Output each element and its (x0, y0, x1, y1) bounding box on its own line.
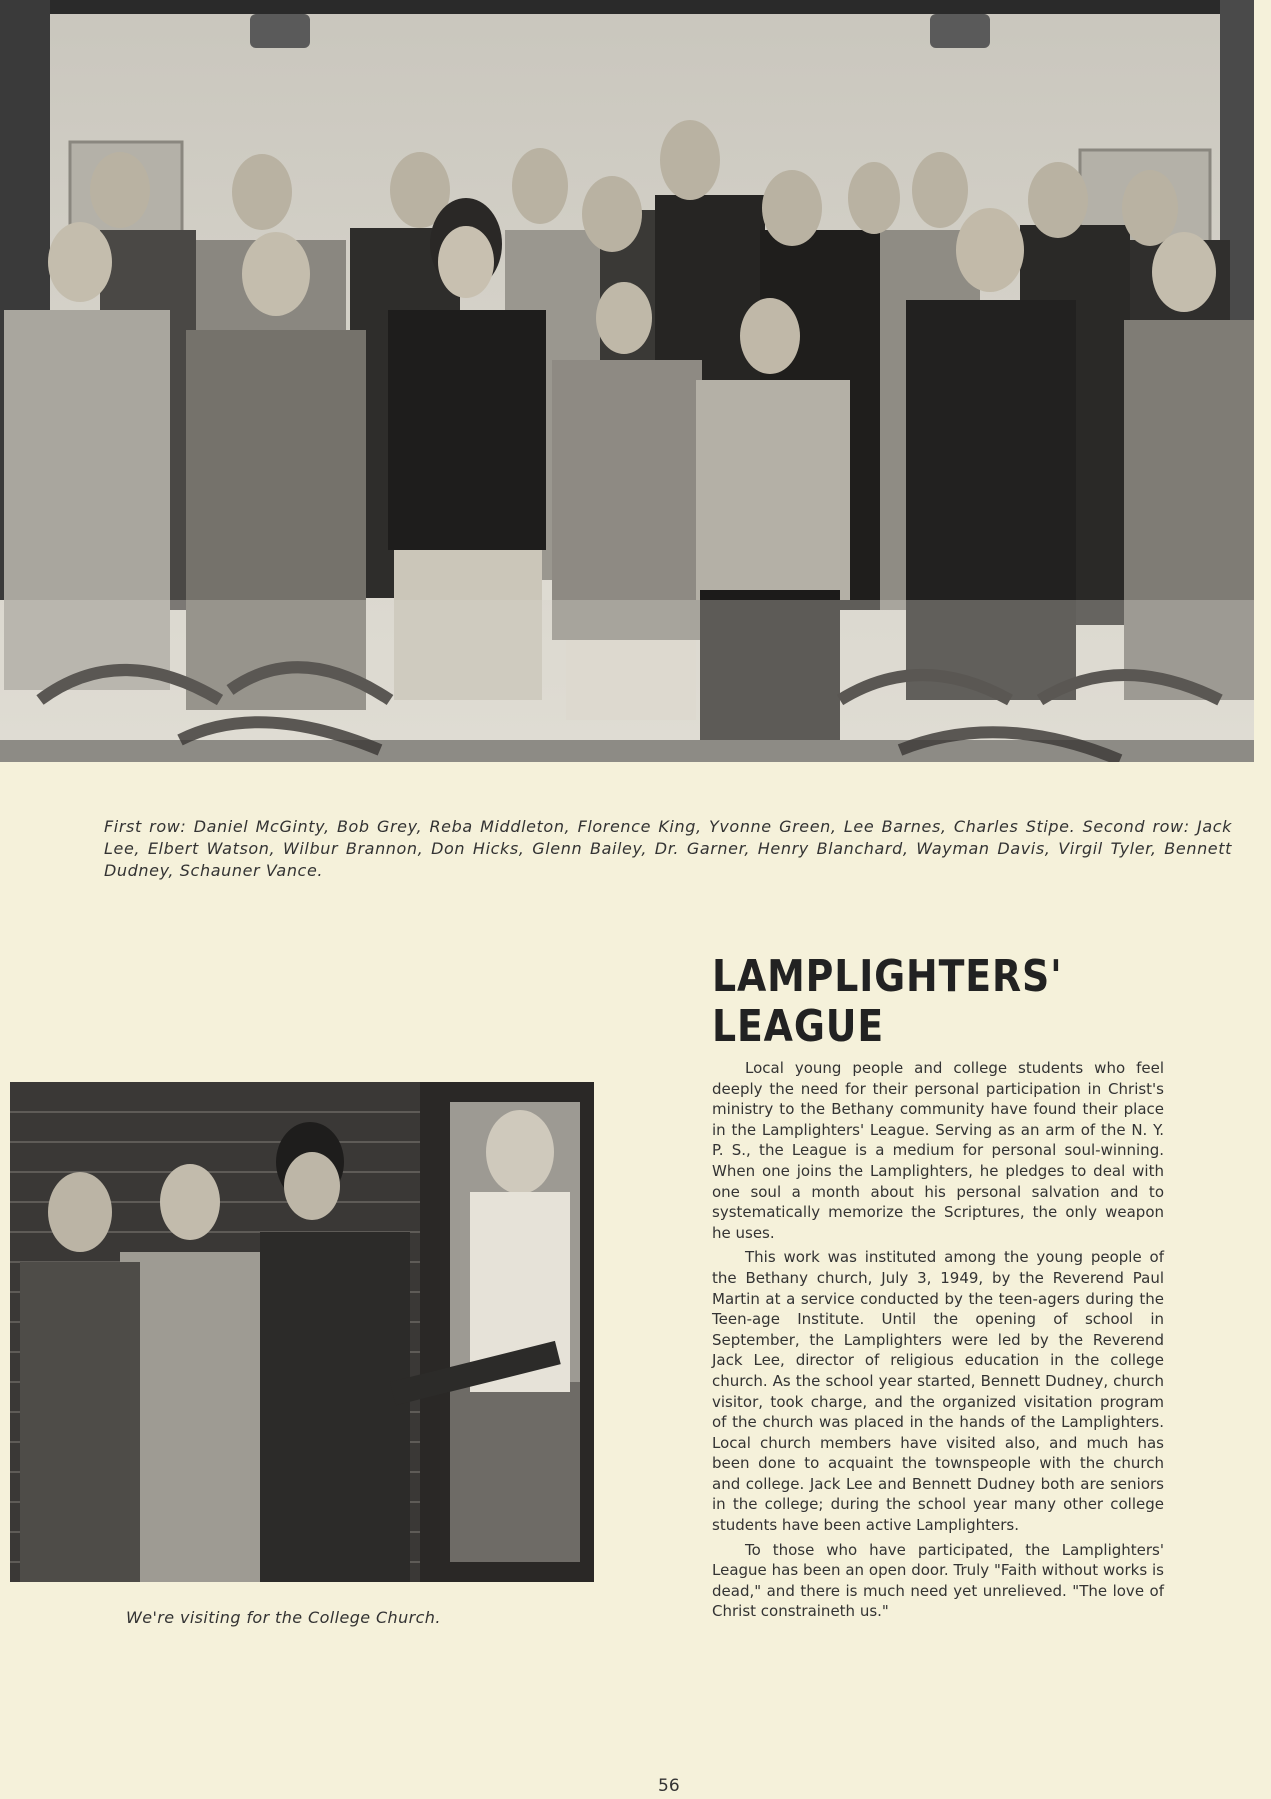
page-number: 56 (658, 1776, 680, 1796)
group-photo-caption: First row: Daniel McGinty, Bob Grey, Reba Middleton, Florence King, Yvonne Green, Lee Barnes, Charles Stipe. Second row: Jack Lee, Elbert Watson, Wilbur Brannon, Don Hicks, Glenn Bailey, Dr. Garner, Henry Blanchard, Wayman Davis, Virgil Tyler, Bennett Dudney, Schauner Vance. (104, 817, 1232, 880)
article-paragraph: Local young people and college students who feel deeply the need for their personal participation in Christ's ministry to the Bethany community have found their place in the Lamplighters' League. Serving as an arm of the N. Y. P. S., the League is a medium for personal soul-winning. When one joins the Lamplighters, he pledges to deal with one soul a month about his personal salvation and to systematically memorize the Scriptures, the only weapon he uses. (712, 1059, 1164, 1242)
article-body (712, 1058, 1164, 1626)
article-paragraph: This work was instituted among the young people of the Bethany church, July 3, 1949, by the Reverend Paul Martin at a service conducted by the teen-agers during the Teen-age Institute. Until the opening of school in September, the Lamplighters were led by the Reverend Jack Lee, director of religious education in the college church. As the school year started, Bennett Dudney, church visitor, took charge, and the organized visitation program of the church was placed in the hands of the Lamplighters. Local church members have visited also, and much has been done to acquaint the townspeople with the church and college. Jack Lee and Bennett Dudney both are seniors in the college; during the school year many other college students have been active Lamplighters. (712, 1248, 1164, 1535)
article-title: LAMPLIGHTERS' LEAGUE (712, 951, 1063, 1052)
visiting-photo-caption: We're visiting for the College Church. (126, 1608, 441, 1627)
article-paragraph: To those who have participated, the Lamplighters' League has been an open door. Truly "Faith without works is dead," and there is much need yet unrelieved. "The love of Christ constraineth us." (712, 1540, 1164, 1621)
visiting-photo (10, 1082, 594, 1582)
group-photo (0, 0, 1254, 762)
